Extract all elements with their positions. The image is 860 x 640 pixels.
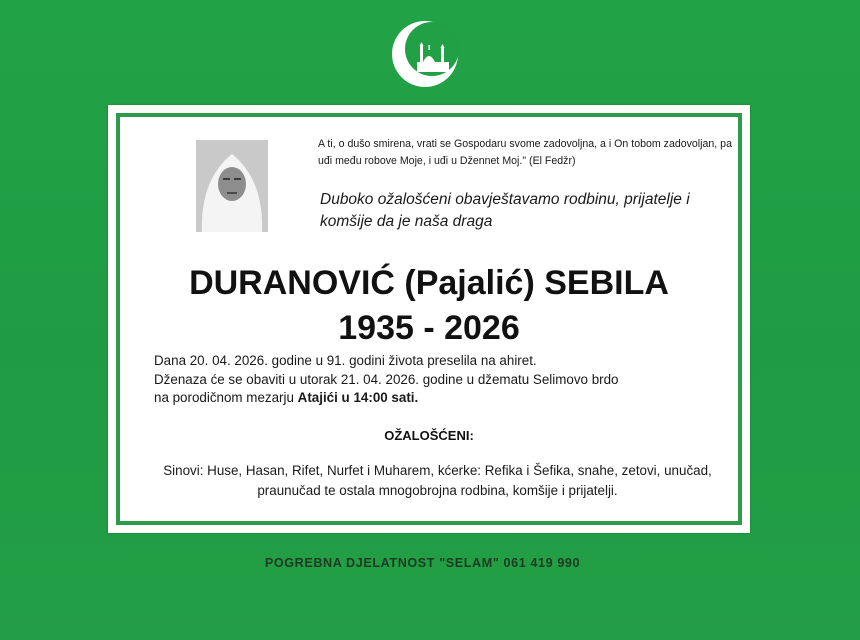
portrait-photo xyxy=(196,140,268,232)
deceased-name: DURANOVIĆ (Pajalić) SEBILA xyxy=(189,264,669,302)
mourners-list: Sinovi: Huse, Hasan, Rifet, Nurfet i Muharem, kćerke: Refika i Šefika, snahe, zetovi, unučad, praunučad te ostala mnogobrojna rodbina, komšije i prijatelji. xyxy=(163,463,712,498)
mourners-heading: OŽALOŠĆENI: xyxy=(384,428,474,443)
death-date-line: Dana 20. 04. 2026. godine u 91. godini života preselila na ahiret. xyxy=(154,353,537,368)
quran-quote: A ti, o dušo smirena, vrati se Gospodaru svome zadovoljna, a i On tobom zadovoljan, pa uđi među robove Moje, i uđi u Džennet Moj." (El Fedžr) xyxy=(318,138,732,167)
cemetery-prefix: na porodičnom mezarju xyxy=(154,390,298,405)
crescent-mosque-icon xyxy=(389,18,461,90)
intro-text: Duboko ožalošćeni obavještavamo rodbinu, prijatelje i komšije da je naša draga xyxy=(320,191,690,230)
funeral-home-footer: POGREBNA DJELATNOST "SELAM" 061 419 990 xyxy=(264,556,581,570)
cemetery-location: Atajići u 14:00 sati. xyxy=(297,390,419,405)
funeral-time-line: Dženaza će se obaviti u utorak 21. 04. 2026. godine u džematu Selimovo brdo xyxy=(154,371,619,387)
funeral-details xyxy=(154,352,714,408)
cemetery-line xyxy=(154,389,714,408)
life-years: 1935 - 2026 xyxy=(338,309,520,347)
